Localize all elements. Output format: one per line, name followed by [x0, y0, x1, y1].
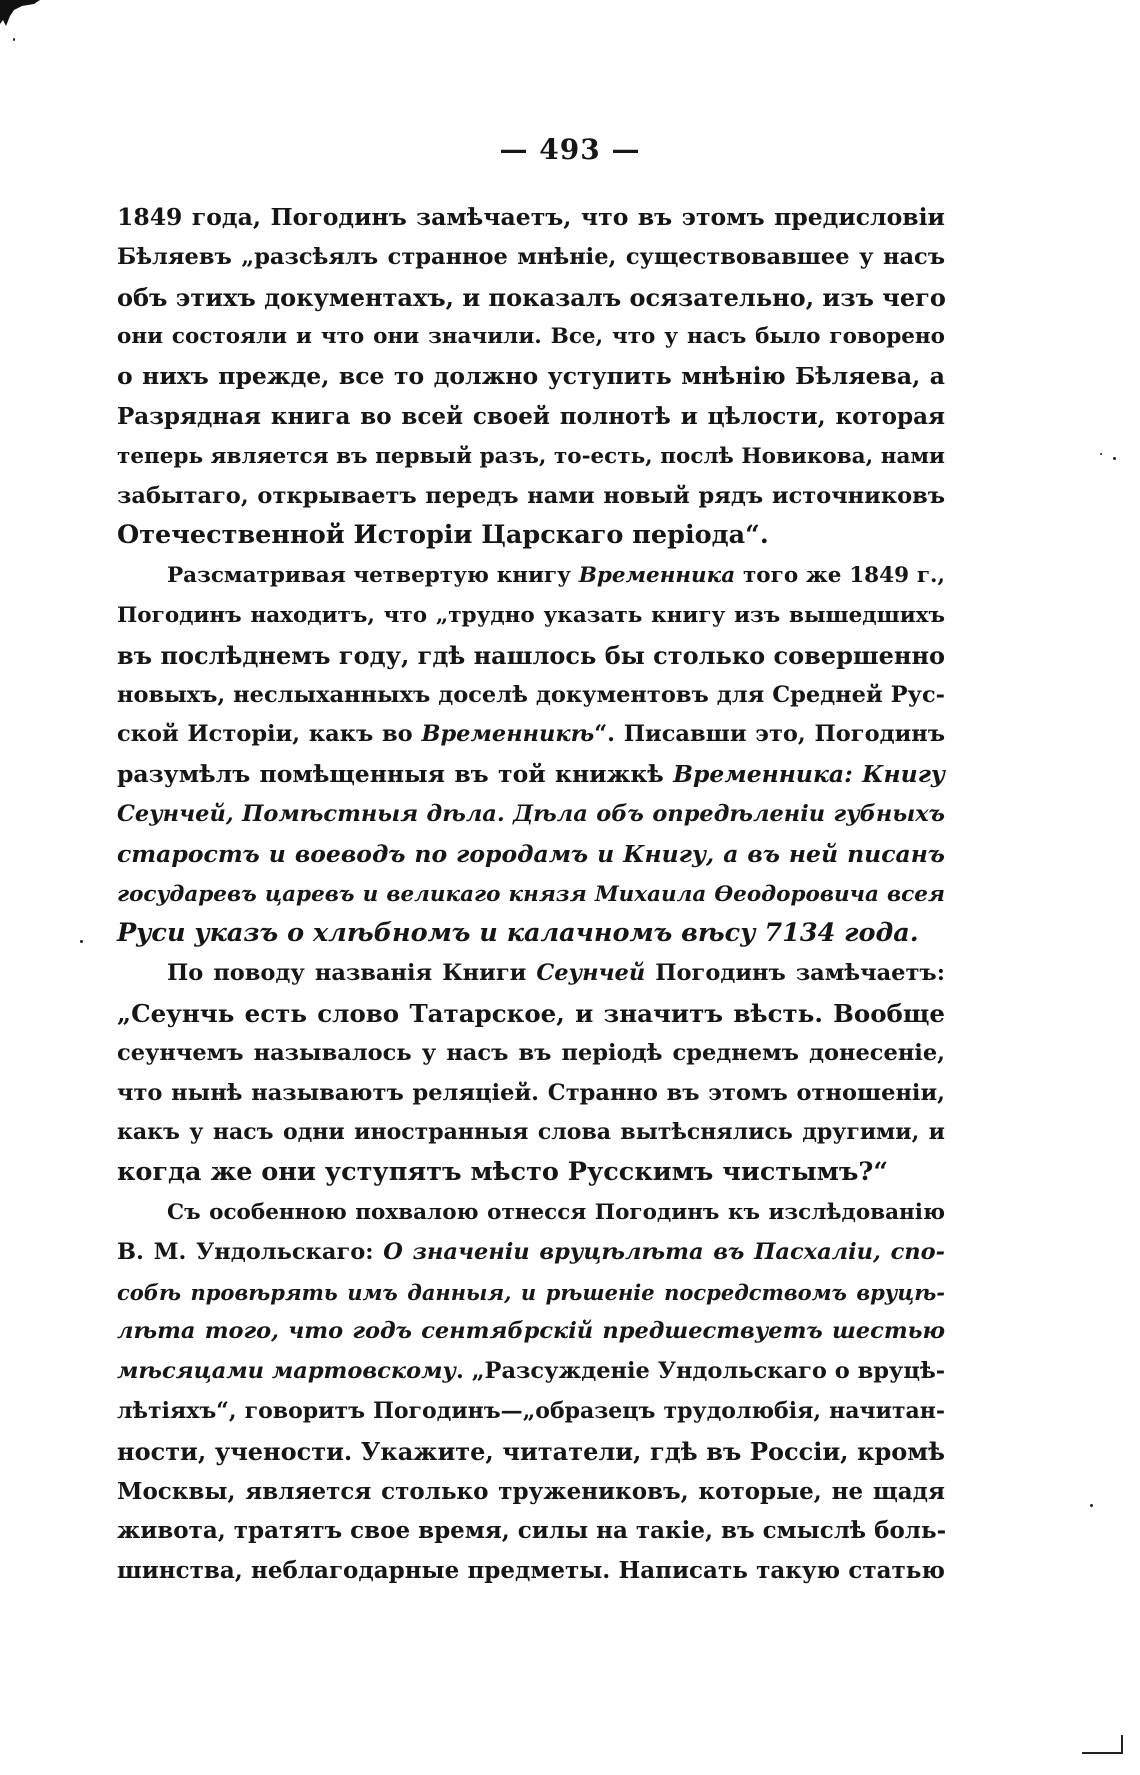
text-segment: лѣтіяхъ“, говоритъ Погодинъ—„образецъ трудолюбія, начитан-: [117, 1397, 945, 1424]
text-line: [117, 198, 945, 238]
text-line: [117, 516, 945, 556]
text-line: [117, 397, 945, 437]
text-segment: разумѣлъ помѣщенныя въ той книжкѣ: [117, 760, 674, 789]
text-line: [117, 357, 945, 397]
text-line: [117, 954, 945, 994]
text-line: [117, 1352, 945, 1392]
text-line: [117, 278, 945, 318]
italic-text-segment: государевъ царевъ и великаго князя Михаила Ѳеодоровича всея: [117, 881, 945, 907]
scan-speck: [80, 940, 83, 943]
italic-text-segment: О значеніи вруцѣлѣта въ Пасхаліи, спо-: [383, 1238, 945, 1265]
text-line: [117, 676, 945, 716]
text-line: [117, 1074, 945, 1114]
text-line: [117, 1034, 945, 1074]
italic-text-segment: Временника: [578, 563, 736, 589]
text-segment: Съ особенною похвалою отнесся Погодинъ къ изслѣдованію: [167, 1199, 945, 1225]
text-line: [117, 1432, 945, 1472]
scan-corner-artifact: [0, 0, 40, 26]
italic-text-segment: Временникѣ: [421, 721, 595, 748]
text-segment: Отечественной Исторіи Царскаго періода“.: [117, 520, 769, 551]
text-line: [117, 1153, 945, 1193]
text-line: [117, 636, 945, 676]
italic-text-segment: старостъ и воеводъ по городамъ и Книгу, а въ ней писанъ: [117, 839, 945, 868]
text-line: [117, 238, 945, 278]
text-line: [117, 1312, 945, 1352]
italic-text-segment: мѣсяцами мартовскому: [117, 1358, 456, 1385]
text-line: [117, 437, 945, 477]
italic-text-segment: лѣта того, что годъ сентябрскій предшествуетъ шестью: [117, 1318, 945, 1345]
text-line: [117, 1472, 945, 1512]
text-segment: . „Разсужденіе Ундольскаго о вруцѣ-: [455, 1358, 946, 1385]
text-line: [117, 795, 945, 835]
text-segment: новыхъ, неслыханныхъ доселѣ документовъ для Средней Рус-: [117, 681, 945, 708]
page-number: — 493 —: [499, 133, 641, 166]
text-segment: “. Писавши это, Погодинъ: [594, 721, 945, 748]
text-segment: какъ у насъ одни иностранныя слова вытѣснялись другими, и: [117, 1119, 945, 1146]
text-line: [117, 477, 945, 517]
text-line: [117, 1551, 945, 1591]
text-segment: когда же они уступятъ мѣсто Русскимъ чистымъ?“: [117, 1157, 889, 1188]
text-line: [117, 914, 945, 954]
text-segment: забытаго, открываетъ передъ нами новый рядъ источниковъ: [117, 482, 945, 509]
text-segment: Бѣляевъ „разсѣялъ странное мнѣніе, существовавшее у насъ: [117, 243, 945, 270]
italic-text-segment: Сеунчей, Помѣстныя дѣла. Дѣла объ опредѣленіи губныхъ: [117, 800, 945, 827]
text-segment: шинства, неблагодарные предметы. Написать такую статью: [117, 1557, 945, 1585]
text-line: [117, 755, 945, 795]
text-segment: Погодинъ находитъ, что „трудно указать книгу изъ вышедшихъ: [117, 602, 945, 628]
italic-text-segment: Временника: Книгу: [673, 760, 945, 789]
text-segment: объ этихъ документахъ, и показалъ осязательно, изъ чего: [117, 282, 946, 312]
text-segment: о нихъ прежде, все то должно уступить мнѣнію Бѣляева, а: [117, 362, 945, 391]
text-line: [117, 835, 945, 875]
text-line: [117, 715, 945, 755]
text-segment: сеунчемъ называлось у насъ въ періодѣ среднемъ донесеніе,: [117, 1039, 945, 1066]
text-line: [117, 596, 945, 636]
crop-mark: [1082, 1735, 1128, 1757]
text-line: [117, 556, 945, 596]
text-segment: В. М. Ундольскаго:: [117, 1238, 384, 1265]
italic-text-segment: Руси указъ о хлѣбномъ и калачномъ вѣсу 7134 года.: [117, 918, 919, 949]
text-line: [117, 994, 945, 1034]
body-text: [117, 198, 945, 1591]
text-segment: они состояли и что они значили. Все, что у насъ было говорено: [117, 324, 945, 350]
text-line: [117, 875, 945, 915]
text-segment: 1849 года, Погодинъ замѣчаетъ, что въ этомъ предисловіи: [117, 203, 945, 231]
scan-speck: [13, 38, 15, 41]
text-segment: того же 1849 г.,: [735, 563, 945, 589]
text-line: [117, 317, 945, 357]
text-segment: „Сеунчь есть слово Татарское, и значитъ вѣсть. Вообще: [117, 998, 945, 1028]
text-segment: Погодинъ замѣчаетъ:: [645, 960, 945, 987]
text-line: [117, 1392, 945, 1432]
text-line: [117, 1273, 945, 1313]
italic-text-segment: Сеунчей: [536, 960, 646, 987]
text-segment: ности, учености. Укажите, читатели, гдѣ въ Россіи, кромѣ: [117, 1436, 945, 1466]
text-segment: что нынѣ называютъ реляціей. Странно въ этомъ отношеніи,: [117, 1079, 945, 1106]
text-line: [117, 1233, 945, 1273]
scan-speck: [1100, 453, 1102, 455]
text-segment: Разсматривая четвертую книгу: [167, 563, 579, 589]
text-segment: Разрядная книга во всей своей полнотѣ и цѣлости, которая: [117, 402, 945, 430]
text-segment: ской Исторіи, какъ во: [117, 721, 422, 748]
text-segment: По поводу названія Книги: [167, 960, 537, 987]
scan-speck: [1090, 1504, 1093, 1507]
scan-speck: [1113, 457, 1116, 460]
text-segment: въ послѣднемъ году, гдѣ нашлось бы столько совершенно: [117, 640, 946, 670]
text-line: [117, 1193, 945, 1233]
italic-text-segment: собѣ провѣрять имъ данныя, и рѣшеніе посредствомъ вруцѣ-: [117, 1279, 945, 1305]
text-segment: Москвы, является столько тружениковъ, которые, не щадя: [117, 1477, 945, 1505]
text-line: [117, 1511, 945, 1551]
text-segment: теперь является въ первый разъ, то-есть, послѣ Новикова, нами: [117, 443, 945, 469]
text-segment: живота, тратятъ свое время, силы на такіе, въ смыслѣ боль-: [117, 1517, 947, 1545]
text-line: [117, 1113, 945, 1153]
